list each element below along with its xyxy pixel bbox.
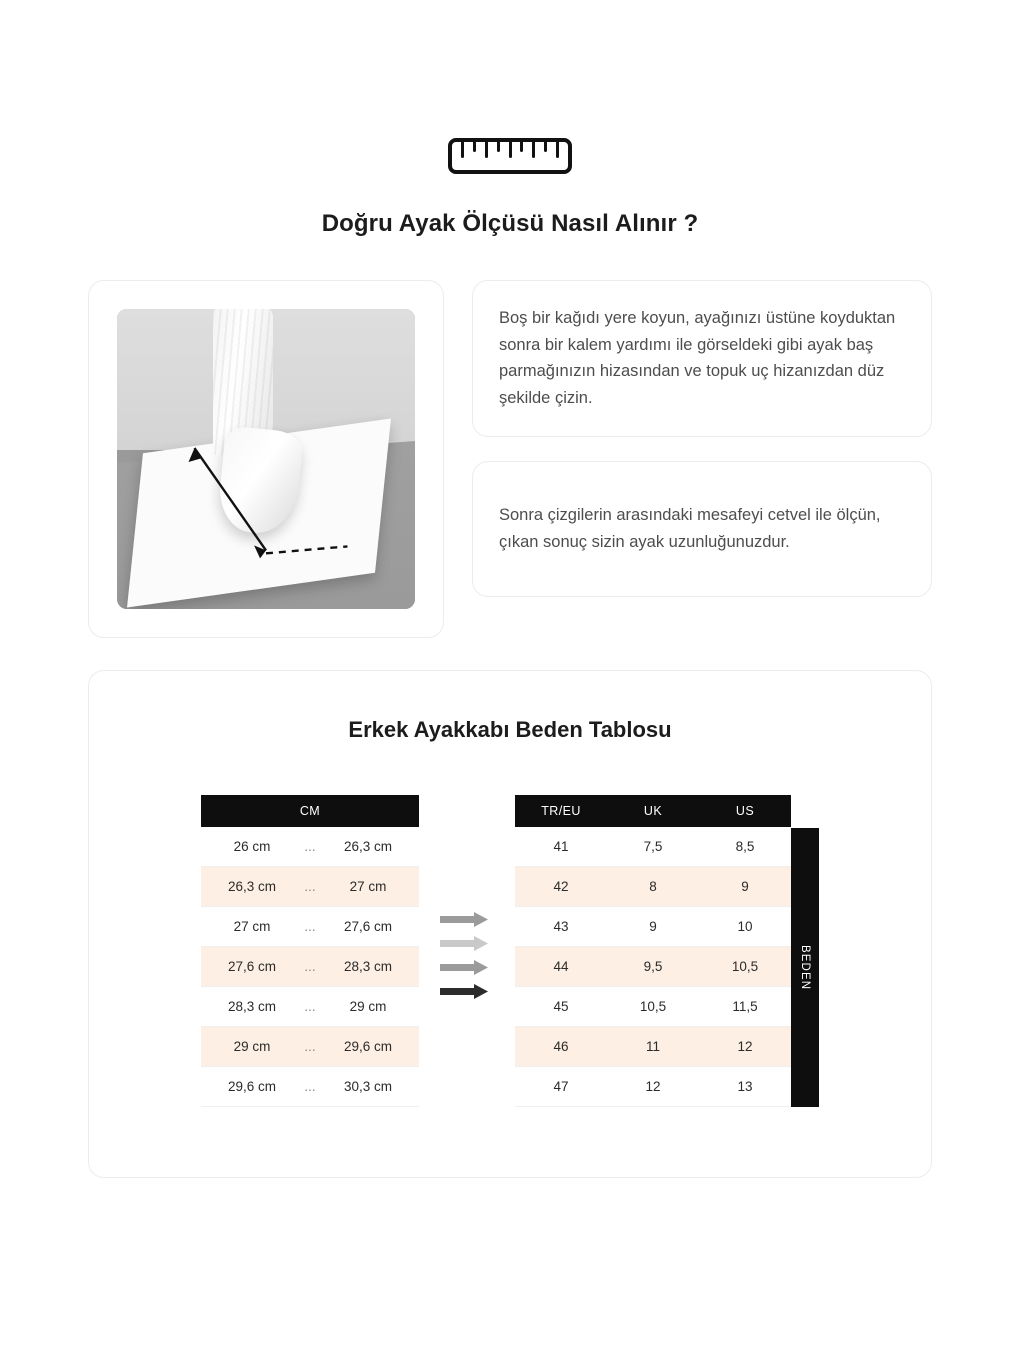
size-us: 8,5 [699,827,791,867]
size-uk: 10,5 [607,987,699,1027]
size-uk: 7,5 [607,827,699,867]
arrow-right-icon [440,912,494,927]
table-row [201,987,419,1027]
arrow-right-icon [440,936,494,951]
cm-from: 29 cm [201,1027,293,1067]
cm-separator: ... [293,947,327,987]
cm-separator: ... [293,907,327,947]
table-row [201,947,419,987]
size-tables [89,795,931,1107]
photo-card [88,280,444,638]
cm-to: 27,6 cm [327,907,419,947]
size-table-block [515,795,819,1107]
size-us: 12 [699,1027,791,1067]
cm-from: 27 cm [201,907,293,947]
size-header-us: US [699,795,791,827]
size-tr-eu: 42 [515,867,607,907]
size-us: 10,5 [699,947,791,987]
size-uk: 8 [607,867,699,907]
cm-header: CM [201,795,419,827]
instruction-cards [472,280,932,638]
arrows-group [419,912,515,999]
size-tr-eu: 47 [515,1067,607,1107]
size-tr-eu: 41 [515,827,607,867]
size-us: 9 [699,867,791,907]
cm-separator: ... [293,1027,327,1067]
table-row [515,987,791,1027]
table-row [201,1027,419,1067]
size-table [515,795,791,1107]
instruction-card-2: Sonra çizgilerin arasındaki mesafeyi cetvel ile ölçün, çıkan sonuç sizin ayak uzunluğunuzdur. [472,461,932,597]
size-chart-title: Erkek Ayakkabı Beden Tablosu [348,717,672,742]
measure-arrow-icon [117,309,415,607]
cm-table [201,795,419,1107]
beden-side-label-text: BEDEN [799,944,811,991]
size-uk: 11 [607,1027,699,1067]
cm-to: 30,3 cm [327,1067,419,1107]
ruler-icon [448,138,572,174]
cm-from: 28,3 cm [201,987,293,1027]
table-row [201,867,419,907]
size-tr-eu: 43 [515,907,607,947]
size-uk: 12 [607,1067,699,1107]
size-tr-eu: 46 [515,1027,607,1067]
size-us: 10 [699,907,791,947]
size-tr-eu: 44 [515,947,607,987]
cm-to: 29 cm [327,987,419,1027]
size-us: 13 [699,1067,791,1107]
size-table-body [515,827,791,1107]
cm-separator: ... [293,987,327,1027]
instruction-card-1: Boş bir kağıdı yere koyun, ayağınızı üstüne koyduktan sonra bir kalem yardımı ile görseldeki gibi ayak baş parmağınızın hizasından ve topuk uç hizanızdan düz şekilde çizin. [472,280,932,437]
cm-to: 27 cm [327,867,419,907]
cm-separator: ... [293,1067,327,1107]
table-row [515,867,791,907]
table-row [201,827,419,867]
beden-side-label [791,828,819,1107]
cm-to: 28,3 cm [327,947,419,987]
instructions-row [88,280,932,638]
size-header-tr-eu: TR/EU [515,795,607,827]
arrow-right-icon [440,960,494,975]
table-row [515,947,791,987]
size-header-uk: UK [607,795,699,827]
cm-from: 26 cm [201,827,293,867]
table-row [515,1067,791,1107]
table-row [515,1027,791,1067]
cm-separator: ... [293,827,327,867]
cm-from: 29,6 cm [201,1067,293,1107]
size-uk: 9,5 [607,947,699,987]
arrow-right-icon [440,984,494,999]
cm-table-body [201,827,419,1107]
size-us: 11,5 [699,987,791,1027]
size-uk: 9 [607,907,699,947]
size-chart-card [88,670,932,1178]
foot-on-paper-photo [117,309,415,609]
table-row [515,827,791,867]
cm-from: 26,3 cm [201,867,293,907]
cm-separator: ... [293,867,327,907]
cm-to: 26,3 cm [327,827,419,867]
table-row [201,907,419,947]
size-tr-eu: 45 [515,987,607,1027]
table-row [201,1067,419,1107]
table-row [515,907,791,947]
cm-from: 27,6 cm [201,947,293,987]
page-title: Doğru Ayak Ölçüsü Nasıl Alınır ? [321,210,699,237]
cm-to: 29,6 cm [327,1027,419,1067]
ruler-icon-wrap [0,0,1020,174]
